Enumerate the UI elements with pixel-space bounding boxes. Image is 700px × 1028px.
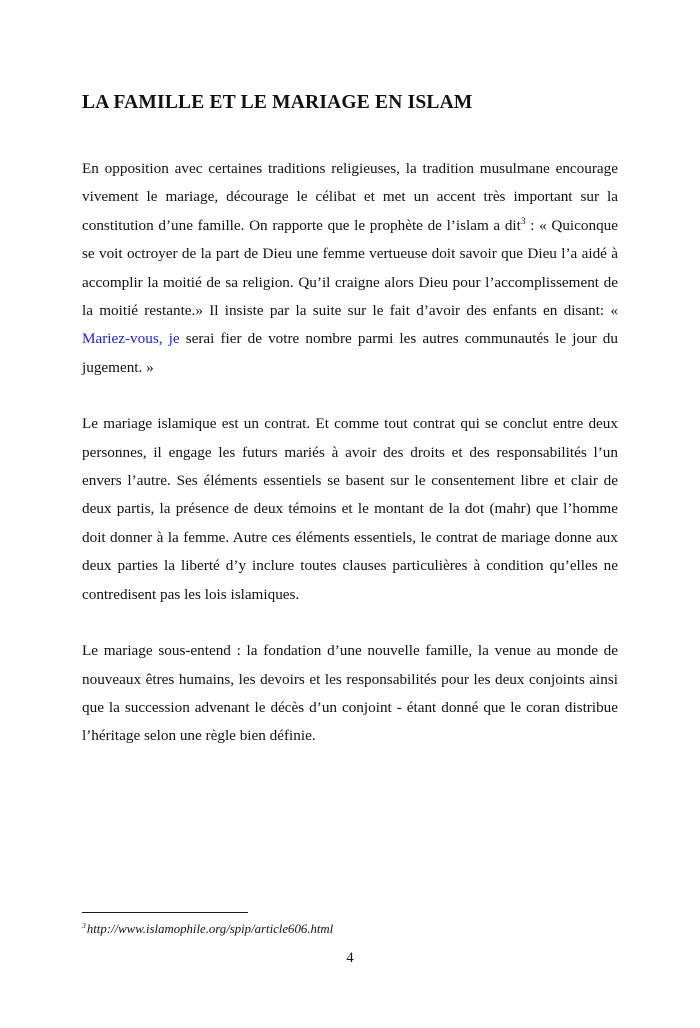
page-number: 4 — [346, 950, 354, 966]
paragraph-1-text-tail: serai fier de votre nombre parmi les autres communautés le jour du jugement. » — [82, 330, 618, 376]
paragraph-1 — [82, 155, 618, 382]
footnote-reference-marker[interactable]: 3 — [520, 216, 526, 227]
footnote-separator-rule — [82, 912, 248, 913]
paragraph-1-text-before-footnote: En opposition avec certaines traditions religieuses, la tradition musulmane encourage vivement le mariage, décourage le célibat et met un accent très important sur la constitution d’une famille. On rapporte que le prophète de l’islam a dit — [82, 160, 618, 234]
footnote-area — [82, 912, 618, 937]
inline-link-mariez-vous[interactable]: Mariez-vous, je — [82, 330, 180, 348]
footnote-number-marker: 3 — [82, 920, 86, 930]
page-title: LA FAMILLE ET LE MARIAGE EN ISLAM — [82, 92, 473, 113]
footnote-entry — [82, 921, 618, 937]
paragraph-2: Le mariage islamique est un contrat. Et comme tout contrat qui se conclut entre deux personnes, il engage les futurs mariés à avoir des droits et des responsabilités l’un envers l’autre. Ses éléments essentiels se basent sur le consentement libre et clair de deux partis, la présence de deux témoins et le montant de la dot (mahr) que l’homme doit donner à la femme. Autre ces éléments essentiels, le contrat de mariage donne aux deux parties la liberté d’y inclure toutes clauses particulières à condition qu’elles ne contredisent pas les lois islamiques. — [82, 415, 618, 603]
paragraph-1-text-after-footnote: : « Quiconque se voit octroyer de la part de Dieu une femme vertueuse doit savoir que Dieu l’a aidé à accomplir la moitié de sa religion. Qu’il craigne alors Dieu pour l’accomplissement de la moitié restante.» Il insiste par la suite sur le fait d’avoir des enfants en disant: « — [82, 216, 618, 320]
document-body — [82, 155, 618, 751]
footnote-url-text[interactable]: http://www.islamophile.org/spip/article606.html — [86, 922, 334, 936]
paragraph-3: Le mariage sous-entend : la fondation d’une nouvelle famille, la venue au monde de nouveaux êtres humains, les devoirs et les responsabilités pour les deux conjoints ainsi que la succession advenant le décès d’un conjoint - étant donné que le coran distribue l’héritage selon une règle bien définie. — [82, 642, 618, 745]
